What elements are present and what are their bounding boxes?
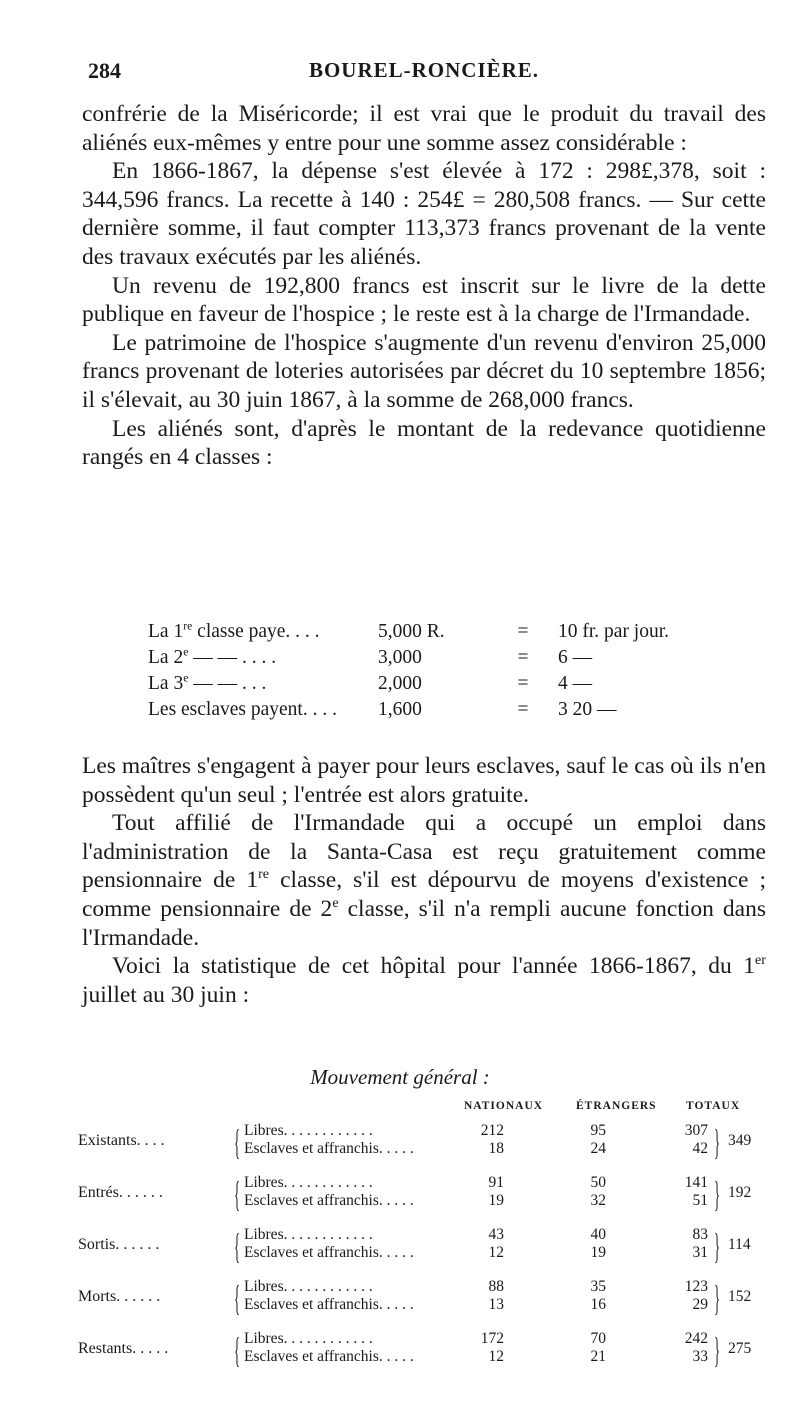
page-number: 284 <box>88 58 121 83</box>
group-total: 275 <box>728 1340 752 1357</box>
stats-group: Sortis. . . . . . { Libres. . . . . . . . . . . . 43 40 83 Esclaves et affranchis. . . . . 12 19 31 } 114 <box>78 1226 778 1278</box>
stats-group: Morts. . . . . . { Libres. . . . . . . . . . . . 88 35 123 Esclaves et affranchis. . . . . 13 16 29 } 152 <box>78 1278 778 1330</box>
stats-title: Mouvement général : <box>310 1065 490 1089</box>
right-brace: } <box>714 1174 721 1214</box>
fee-row <box>148 619 669 645</box>
fee-equals: = <box>517 647 529 668</box>
fee-equals: = <box>517 621 529 642</box>
fee-label: Les esclaves payent. . . . <box>148 699 337 720</box>
stats-group: Existants. . . . { Libres. . . . . . . . . . . . 212 95 307 Esclaves et affranchis. . . . . 18 24 42 } 349 <box>78 1122 778 1174</box>
left-brace: { <box>234 1226 241 1266</box>
right-brace: } <box>714 1330 721 1370</box>
paragraph-3: Un revenu de 192,800 francs est inscrit sur le livre de la dette publique en faveur de l'hospice ; le reste est à la charge de l'Irmandade. <box>82 272 766 328</box>
fee-class-table <box>148 619 669 723</box>
running-title: BOUREL-RONCIÈRE. <box>308 58 540 82</box>
fee-row <box>148 645 669 671</box>
group-category: Restants. . . . . <box>78 1340 169 1357</box>
fee-row <box>148 697 669 723</box>
paragraph-4: Le patrimoine de l'hospice s'augmente d'un revenu d'environ 25,000 francs provenant de loteries autorisées par décret du 10 septembre 1856; il s'élevait, au 30 juin 1867, à la somme de 268,000 francs. <box>82 329 766 413</box>
right-brace: } <box>714 1122 721 1162</box>
page-header <box>88 58 760 88</box>
body-text-bottom <box>82 752 766 1009</box>
left-brace: { <box>234 1330 241 1370</box>
fee-label: La 3e — — . . . <box>148 671 267 694</box>
fee-equals: = <box>517 699 529 720</box>
fee-rate: 4 — <box>558 673 593 694</box>
stats-group: Entrés. . . . . . { Libres. . . . . . . . . . . . 91 50 141 Esclaves et affranchis. . . . . 19 32 51 } 192 <box>78 1174 778 1226</box>
header-etrangers: ÉTRANGERS <box>576 1100 657 1112</box>
fee-row <box>148 671 669 697</box>
paragraph-7: Tout affilié de l'Irmandade qui a occupé un emploi dans l'administration de la Santa-Casa est reçu gratuitement comme pensionnaire de 1re classe, s'il est dépourvu de moyens d'existence ; comme pensionnaire de 2e classe, s'il n'a rempli aucune fonction dans l'Irmandade. <box>82 810 766 951</box>
header-totaux: TOTAUX <box>686 1100 741 1112</box>
group-total: 192 <box>728 1184 752 1201</box>
paragraph-8: Voici la statistique de cet hôpital pour l'année 1866-1867, du 1er juillet au 30 juin : <box>82 952 766 1008</box>
fee-amount: 3,000 <box>378 647 422 668</box>
right-brace: } <box>714 1278 721 1318</box>
left-brace: { <box>234 1174 241 1214</box>
body-text-top <box>82 100 766 472</box>
header-nationaux: NATIONAUX <box>464 1100 544 1112</box>
group-category: Existants. . . . <box>78 1132 165 1149</box>
stats-column-headers <box>78 1100 778 1122</box>
paragraph-5: Les aliénés sont, d'après le montant de la redevance quotidienne rangés en 4 classes : <box>82 415 766 471</box>
left-brace: { <box>234 1278 241 1318</box>
fee-amount: 2,000 <box>378 673 422 694</box>
fee-rate: 3 20 — <box>558 699 617 720</box>
right-brace: } <box>714 1226 721 1266</box>
fee-equals: = <box>517 673 529 694</box>
group-category: Sortis. . . . . . <box>78 1236 160 1253</box>
paragraph-2: En 1866-1867, la dépense s'est élevée à 172 : 298£,378, soit : 344,596 francs. La recette à 140 : 254£ = 280,508 francs. — Sur cette dernière somme, il faut compter 113,373 francs provenant de la vente des travaux exécutés par les aliénés. <box>82 158 766 270</box>
fee-rate: 10 fr. par jour. <box>558 621 670 642</box>
fee-rate: 6 — <box>558 647 593 668</box>
group-category: Morts. . . . . . <box>78 1288 161 1305</box>
group-total: 114 <box>728 1236 751 1253</box>
stats-group: Restants. . . . . { Libres. . . . . . . . . . . . 172 70 242 Esclaves et affranchis. . . . . 12 21 33 } 275 <box>78 1330 778 1382</box>
stats-table <box>78 1100 778 1382</box>
fee-amount: 5,000 R. <box>378 621 445 642</box>
group-total: 152 <box>728 1288 752 1305</box>
paragraph-1: confrérie de la Miséricorde; il est vrai que le produit du travail des aliénés eux-mêmes y entre pour une somme assez considérable : <box>82 101 766 156</box>
paragraph-6: Les maîtres s'engagent à payer pour leurs esclaves, sauf le cas où ils n'en possèdent qu'un seul ; l'entrée est alors gratuite. <box>82 753 766 808</box>
fee-amount: 1,600 <box>378 699 422 720</box>
left-brace: { <box>234 1122 241 1162</box>
fee-label: La 1re classe paye. . . . <box>148 619 320 642</box>
group-total: 349 <box>728 1132 752 1149</box>
group-category: Entrés. . . . . . <box>78 1184 163 1201</box>
fee-label: La 2e — — . . . . <box>148 645 277 668</box>
